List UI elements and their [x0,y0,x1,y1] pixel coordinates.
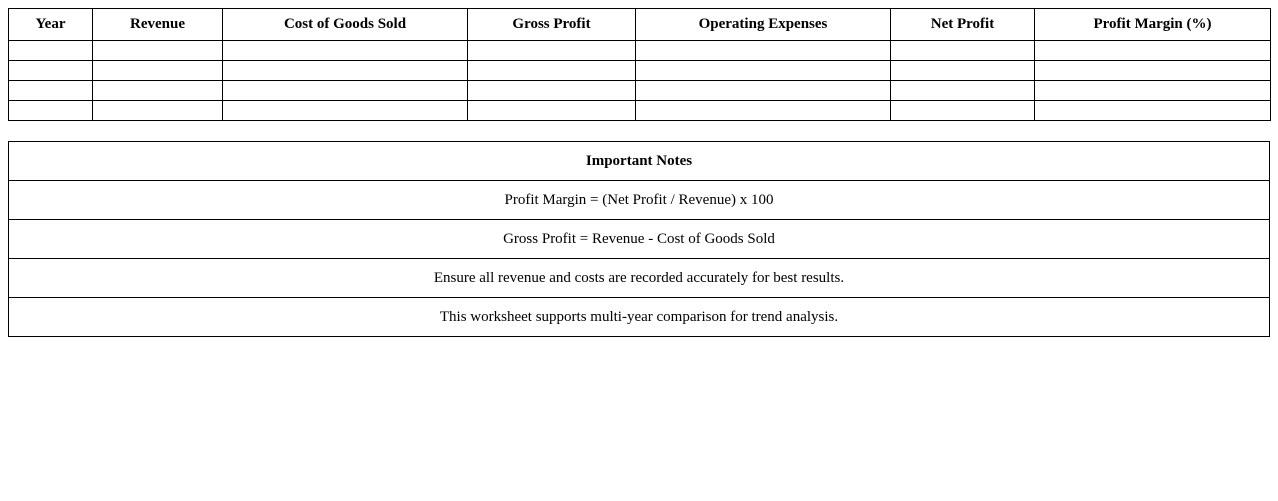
column-header-revenue: Revenue [93,9,223,41]
cell-revenue[interactable] [93,81,223,101]
cell-gross-profit[interactable] [468,61,636,81]
note-profit-margin-formula: Profit Margin = (Net Profit / Revenue) x 100 [9,181,1270,220]
table-row [9,81,1271,101]
cell-year[interactable] [9,101,93,121]
financial-table-body [9,41,1271,121]
cell-net-profit[interactable] [891,61,1035,81]
table-row [9,61,1271,81]
cell-operating-expenses[interactable] [636,81,891,101]
cell-cost-of-goods-sold[interactable] [223,61,468,81]
financial-data-table [8,8,1271,121]
cell-net-profit[interactable] [891,41,1035,61]
list-item [9,259,1270,298]
cell-gross-profit[interactable] [468,101,636,121]
table-row [9,41,1271,61]
list-item [9,298,1270,337]
cell-operating-expenses[interactable] [636,61,891,81]
important-notes-table [8,141,1270,337]
table-header-row [9,9,1271,41]
cell-year[interactable] [9,41,93,61]
cell-net-profit[interactable] [891,101,1035,121]
cell-net-profit[interactable] [891,81,1035,101]
cell-operating-expenses[interactable] [636,101,891,121]
note-gross-profit-formula: Gross Profit = Revenue - Cost of Goods Sold [9,220,1270,259]
column-header-net-profit: Net Profit [891,9,1035,41]
column-header-cost-of-goods-sold: Cost of Goods Sold [223,9,468,41]
column-header-year: Year [9,9,93,41]
cell-profit-margin[interactable] [1035,61,1271,81]
cell-revenue[interactable] [93,101,223,121]
cell-profit-margin[interactable] [1035,41,1271,61]
list-item [9,220,1270,259]
cell-cost-of-goods-sold[interactable] [223,41,468,61]
notes-title-row [9,142,1270,181]
cell-profit-margin[interactable] [1035,101,1271,121]
note-accuracy-reminder: Ensure all revenue and costs are recorded accurately for best results. [9,259,1270,298]
column-header-operating-expenses: Operating Expenses [636,9,891,41]
cell-profit-margin[interactable] [1035,81,1271,101]
cell-cost-of-goods-sold[interactable] [223,101,468,121]
cell-year[interactable] [9,81,93,101]
cell-gross-profit[interactable] [468,41,636,61]
note-multi-year-comparison: This worksheet supports multi-year comparison for trend analysis. [9,298,1270,337]
cell-year[interactable] [9,61,93,81]
list-item [9,181,1270,220]
cell-operating-expenses[interactable] [636,41,891,61]
cell-cost-of-goods-sold[interactable] [223,81,468,101]
financial-table-head [9,9,1271,41]
cell-revenue[interactable] [93,61,223,81]
cell-gross-profit[interactable] [468,81,636,101]
column-header-profit-margin: Profit Margin (%) [1035,9,1271,41]
cell-revenue[interactable] [93,41,223,61]
column-header-gross-profit: Gross Profit [468,9,636,41]
table-row [9,101,1271,121]
notes-table-head [9,142,1270,181]
notes-title: Important Notes [9,142,1270,181]
notes-table-body [9,181,1270,337]
table-spacer [8,121,1270,141]
